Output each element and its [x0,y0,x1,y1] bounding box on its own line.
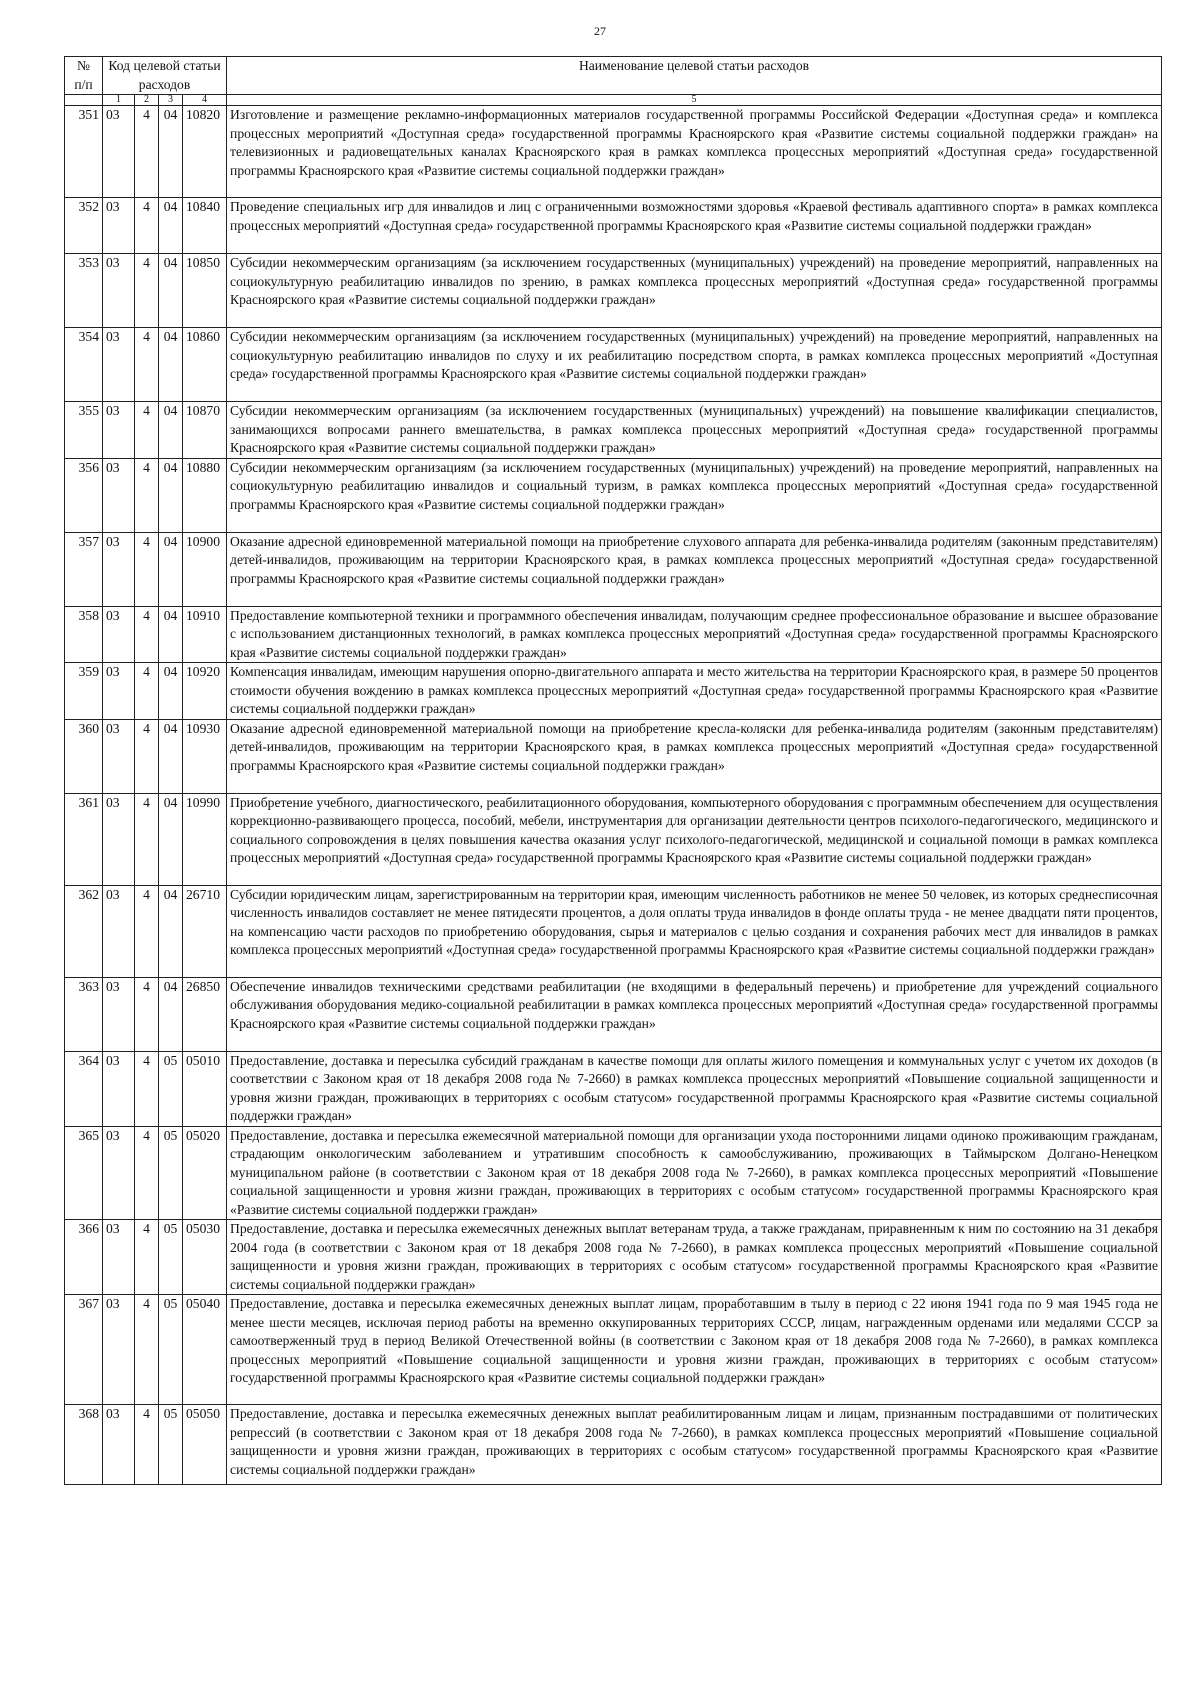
code-part-3: 05 [159,1405,183,1485]
code-part-3: 04 [159,606,183,663]
table-row [65,198,1162,254]
code-part-2: 4 [135,663,159,720]
code-part-3: 04 [159,198,183,254]
column-numbers-row [65,95,1162,106]
code-part-4: 26710 [183,885,227,977]
code-part-4: 05030 [183,1220,227,1295]
code-part-4: 10920 [183,663,227,720]
expense-name: Предоставление компьютерной техники и программного обеспечения инвалидам, получающим среднее профессиональное образование и высшее образование с использованием дистанционных технологий, в рамках комплекса процессных мероприятий «Доступная среда» государственной программы Красноярского края «Развитие системы социальной поддержки граждан» [227,606,1162,663]
code-part-1: 03 [103,885,135,977]
code-part-4: 10850 [183,254,227,328]
header-row [65,57,1162,95]
code-part-4: 05040 [183,1295,227,1405]
code-part-1: 03 [103,793,135,885]
code-part-2: 4 [135,328,159,402]
code-part-4: 05020 [183,1126,227,1220]
header-no: № п/п [65,57,103,95]
column-number: 4 [183,95,227,106]
column-number: 2 [135,95,159,106]
row-number: 353 [65,254,103,328]
code-part-1: 03 [103,719,135,793]
code-part-1: 03 [103,1126,135,1220]
table-row [65,1405,1162,1485]
code-part-3: 05 [159,1220,183,1295]
table-row [65,885,1162,977]
expense-name: Субсидии некоммерческим организациям (за исключением государственных (муниципальных) учреждений) на проведение мероприятий, направленных на социокультурную реабилитацию инвалидов по слуху и их реабилитацию посредством спорта, в рамках комплекса процессных мероприятий «Доступная среда» государственной программы Красноярского края «Развитие системы социальной поддержки граждан» [227,328,1162,402]
expense-name: Обеспечение инвалидов техническими средствами реабилитации (не входящими в федеральный перечень) и приобретение для учреждений социального обслуживания оборудования медико-социальной реабилитации в рамках комплекса процессных мероприятий «Доступная среда» государственной программы Красноярского края «Развитие системы социальной поддержки граждан» [227,977,1162,1051]
code-part-2: 4 [135,402,159,459]
code-part-2: 4 [135,1405,159,1485]
row-number: 365 [65,1126,103,1220]
code-part-3: 04 [159,532,183,606]
code-part-2: 4 [135,198,159,254]
code-part-2: 4 [135,1220,159,1295]
table-row [65,106,1162,198]
code-part-1: 03 [103,532,135,606]
row-number: 356 [65,458,103,532]
code-part-3: 04 [159,977,183,1051]
code-part-4: 10900 [183,532,227,606]
column-number: 3 [159,95,183,106]
code-part-3: 04 [159,793,183,885]
code-part-1: 03 [103,663,135,720]
code-part-3: 05 [159,1126,183,1220]
expense-name: Оказание адресной единовременной материальной помощи на приобретение кресла-коляски для ребенка-инвалида родителям (законным представителям) детей-инвалидов, проживающим на территории Красноярского края, в рамках комплекса процессных мероприятий «Доступная среда» государственной программы Красноярского края «Развитие системы социальной поддержки граждан» [227,719,1162,793]
code-part-3: 04 [159,402,183,459]
code-part-4: 10880 [183,458,227,532]
code-part-2: 4 [135,1051,159,1126]
table-row [65,254,1162,328]
code-part-3: 04 [159,254,183,328]
column-number-blank [65,95,103,106]
code-part-2: 4 [135,254,159,328]
expense-name: Субсидии некоммерческим организациям (за исключением государственных (муниципальных) учреждений) на повышение квалификации специалистов, занимающихся вопросами раннего вмешательства, в рамках комплекса процессных мероприятий «Доступная среда» государственной программы Красноярского края «Развитие системы социальной поддержки граждан» [227,402,1162,459]
column-number: 5 [227,95,1162,106]
code-part-1: 03 [103,328,135,402]
expense-name: Оказание адресной единовременной материальной помощи на приобретение слухового аппарата для ребенка-инвалида родителям (законным представителям) детей-инвалидов, проживающим на территории Красноярского края, в рамках комплекса процессных мероприятий «Доступная среда» государственной программы Красноярского края «Развитие системы социальной поддержки граждан» [227,532,1162,606]
table-row [65,977,1162,1051]
code-part-3: 04 [159,719,183,793]
header-name: Наименование целевой статьи расходов [227,57,1162,95]
code-part-1: 03 [103,458,135,532]
code-part-1: 03 [103,606,135,663]
table-row [65,1051,1162,1126]
header-code: Код целевой статьи расходов [103,57,227,95]
code-part-2: 4 [135,1295,159,1405]
code-part-1: 03 [103,254,135,328]
expense-name: Субсидии некоммерческим организациям (за исключением государственных (муниципальных) учреждений) на проведение мероприятий, направленных на социокультурную реабилитацию инвалидов и социальный туризм, в рамках комплекса процессных мероприятий «Доступная среда» государственной программы Красноярского края «Развитие системы социальной поддержки граждан» [227,458,1162,532]
column-number: 1 [103,95,135,106]
row-number: 361 [65,793,103,885]
code-part-4: 10840 [183,198,227,254]
code-part-4: 10990 [183,793,227,885]
budget-classification-table [64,56,1162,1485]
row-number: 367 [65,1295,103,1405]
code-part-2: 4 [135,458,159,532]
expense-name: Проведение специальных игр для инвалидов и лиц с ограниченными возможностями здоровья «Краевой фестиваль адаптивного спорта» в рамках комплекса процессных мероприятий «Доступная среда» государственной программы Красноярского края «Развитие системы социальной поддержки граждан» [227,198,1162,254]
code-part-1: 03 [103,1405,135,1485]
row-number: 358 [65,606,103,663]
table-row [65,1220,1162,1295]
code-part-1: 03 [103,977,135,1051]
table-row [65,458,1162,532]
code-part-1: 03 [103,1220,135,1295]
row-number: 351 [65,106,103,198]
code-part-4: 05050 [183,1405,227,1485]
code-part-3: 04 [159,328,183,402]
code-part-1: 03 [103,198,135,254]
expense-name: Предоставление, доставка и пересылка ежемесячных денежных выплат лицам, проработавшим в тылу в период с 22 июня 1941 года по 9 мая 1945 года не менее шести месяцев, исключая период работы на временно оккупированных территориях СССР, лицам, награжденным орденами или медалями СССР за самоотверженный труд в период Великой Отечественной войны (в соответствии с Законом края от 18 декабря 2008 года № 7-2660), в рамках комплекса процессных мероприятий «Повышение социальной защищенности и уровня жизни граждан, проживающих в территориях с особым статусом» государственной программы Красноярского края «Развитие системы социальной поддержки граждан» [227,1295,1162,1405]
code-part-2: 4 [135,606,159,663]
code-part-2: 4 [135,532,159,606]
row-number: 363 [65,977,103,1051]
code-part-4: 26850 [183,977,227,1051]
table-row [65,532,1162,606]
row-number: 357 [65,532,103,606]
code-part-3: 04 [159,663,183,720]
table-row [65,328,1162,402]
expense-name: Приобретение учебного, диагностического, реабилитационного оборудования, компьютерного оборудования с программным обеспечением для осуществления коррекционно-развивающего процесса, пособий, мебели, инструментария для организации деятельности центров психолого-педагогического, медицинского и социального сопровождения в целях повышения качества оказания услуг психолого-педагогической, медицинской и социальной помощи в рамках комплекса процессных мероприятий «Доступная среда» государственной программы Красноярского края «Развитие системы социальной поддержки граждан» [227,793,1162,885]
code-part-4: 10860 [183,328,227,402]
row-number: 362 [65,885,103,977]
expense-name: Субсидии юридическим лицам, зарегистрированным на территории края, имеющим численность работников не менее 50 человек, из которых среднесписочная численность инвалидов составляет не менее пятидесяти процентов, а доля оплаты труда инвалидов в фонде оплаты труда - не менее двадцати пяти процентов, на компенсацию части расходов по приобретению оборудования, сырья и материалов с целью создания и сохранения рабочих мест для инвалидов в рамках комплекса процессных мероприятий «Доступная среда» государственной программы Красноярского края «Развитие системы социальной поддержки граждан» [227,885,1162,977]
table-row [65,402,1162,459]
table-row [65,1126,1162,1220]
code-part-4: 10870 [183,402,227,459]
code-part-3: 04 [159,458,183,532]
row-number: 359 [65,663,103,720]
code-part-2: 4 [135,793,159,885]
expense-name: Предоставление, доставка и пересылка ежемесячных денежных выплат ветеранам труда, а также гражданам, приравненным к ним по состоянию на 31 декабря 2004 года (в соответствии с Законом края от 18 декабря 2008 года № 7-2660), в рамках комплекса процессных мероприятий «Повышение социальной защищенности и уровня жизни граждан, проживающих в территориях с особым статусом» государственной программы Красноярского края «Развитие системы социальной поддержки граждан» [227,1220,1162,1295]
row-number: 360 [65,719,103,793]
page-number: 27 [594,24,606,38]
code-part-4: 10910 [183,606,227,663]
row-number: 366 [65,1220,103,1295]
code-part-2: 4 [135,885,159,977]
table-row [65,719,1162,793]
row-number: 354 [65,328,103,402]
code-part-4: 05010 [183,1051,227,1126]
code-part-1: 03 [103,402,135,459]
code-part-4: 10930 [183,719,227,793]
code-part-4: 10820 [183,106,227,198]
row-number: 355 [65,402,103,459]
table-row [65,606,1162,663]
code-part-2: 4 [135,977,159,1051]
table-row [65,793,1162,885]
code-part-1: 03 [103,1051,135,1126]
table-row [65,663,1162,720]
row-number: 364 [65,1051,103,1126]
code-part-2: 4 [135,719,159,793]
code-part-1: 03 [103,106,135,198]
code-part-1: 03 [103,1295,135,1405]
code-part-3: 04 [159,106,183,198]
expense-name: Предоставление, доставка и пересылка ежемесячных денежных выплат реабилитированным лицам и лицам, признанным пострадавшими от политических репрессий (в соответствии с Законом края от 18 декабря 2008 года № 7-2660), в рамках комплекса процессных мероприятий «Повышение социальной защищенности и уровня жизни граждан, проживающих в территориях с особым статусом» государственной программы Красноярского края «Развитие системы социальной поддержки граждан» [227,1405,1162,1485]
expense-name: Предоставление, доставка и пересылка ежемесячной материальной помощи для организации ухода посторонними лицами одиноко проживающим гражданам, страдающим онкологическим заболеванием и утратившим способность к самообслуживанию, проживающих в Таймырском Долгано-Ненецком муниципальном районе (в соответствии с Законом края от 18 декабря 2008 года № 7-2660), в рамках комплекса процессных мероприятий «Повышение социальной защищенности и уровня жизни граждан, проживающих в территориях с особым статусом» государственной программы Красноярского края «Развитие системы социальной поддержки граждан» [227,1126,1162,1220]
expense-name: Изготовление и размещение рекламно-информационных материалов государственной программы Российской Федерации «Доступная среда» и комплекса процессных мероприятий «Доступная среда» государственной программы Красноярского края «Развитие системы социальной поддержки граждан» на телевизионных и радиовещательных каналах Красноярского края в рамках комплекса процессных мероприятий «Доступная среда» государственной программы Красноярского края «Развитие системы социальной поддержки граждан» [227,106,1162,198]
expense-name: Предоставление, доставка и пересылка субсидий гражданам в качестве помощи для оплаты жилого помещения и коммунальных услуг с учетом их доходов (в соответствии с Законом края от 18 декабря 2008 года № 7-2660) в рамках комплекса процессных мероприятий «Повышение социальной защищенности и уровня жизни граждан, проживающих в территориях с особым статусом» государственной программы Красноярского края «Развитие системы социальной поддержки граждан» [227,1051,1162,1126]
row-number: 368 [65,1405,103,1485]
row-number: 352 [65,198,103,254]
expense-name: Компенсация инвалидам, имеющим нарушения опорно-двигательного аппарата и место жительства на территории Красноярского края, в размере 50 процентов стоимости обучения вождению в рамках комплекса процессных мероприятий «Доступная среда» государственной программы Красноярского края «Развитие системы социальной поддержки граждан» [227,663,1162,720]
code-part-2: 4 [135,1126,159,1220]
table-row [65,1295,1162,1405]
code-part-3: 04 [159,885,183,977]
code-part-2: 4 [135,106,159,198]
code-part-3: 05 [159,1051,183,1126]
expense-name: Субсидии некоммерческим организациям (за исключением государственных (муниципальных) учреждений) на проведение мероприятий, направленных на социокультурную реабилитацию инвалидов по зрению, в рамках комплекса процессных мероприятий «Доступная среда» государственной программы Красноярского края «Развитие системы социальной поддержки граждан» [227,254,1162,328]
code-part-3: 05 [159,1295,183,1405]
